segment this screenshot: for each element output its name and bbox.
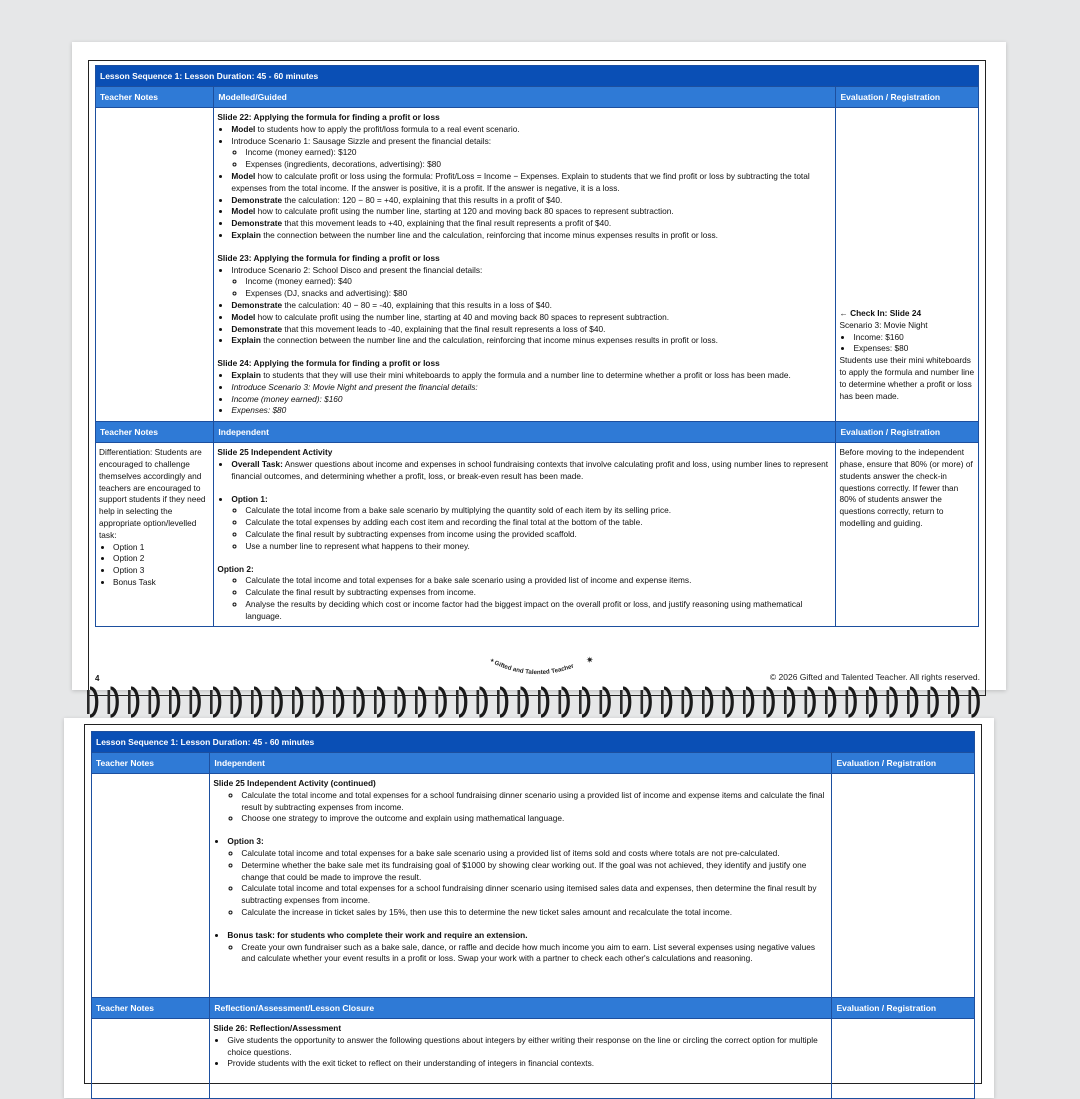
binding-hole	[887, 690, 890, 714]
list-item: ◦ Expenses (DJ, snacks and advertising): $80	[245, 288, 832, 300]
col-header-teacher-notes: Teacher Notes	[96, 87, 214, 108]
option-1-title: • Option 1:	[231, 494, 832, 506]
independent-cell	[214, 443, 836, 627]
spiral-ring	[685, 688, 692, 716]
list-item: • Model to students how to apply the profit/loss formula to a real event scenario.	[231, 124, 832, 136]
modelled-guided-cell	[214, 108, 836, 422]
binding-hole	[641, 690, 644, 714]
binding-hole	[374, 690, 377, 714]
spiral-ring	[500, 688, 507, 716]
binding-hole	[723, 690, 726, 714]
spiral-ring	[398, 688, 405, 716]
spiral-ring	[951, 688, 958, 716]
teacher-notes-cell	[96, 108, 214, 422]
spiral-ring	[644, 688, 651, 716]
list-item: ◦ Income (money earned): $120	[245, 147, 832, 159]
binding-hole	[149, 690, 152, 714]
spiral-ring	[193, 688, 200, 716]
slide-26-title: Slide 26: Reflection/Assessment	[213, 1023, 342, 1033]
evaluation-cell	[836, 108, 979, 422]
spiral-ring	[603, 688, 610, 716]
binding-hole	[579, 690, 582, 714]
list-item: • Explain the connection between the number line and the calculation, reinforcing that income minus expenses results in profit or loss.	[231, 335, 832, 347]
list-item: • Demonstrate that this movement leads to -40, explaining that the final result represents a loss of $40.	[231, 324, 832, 336]
binding-hole	[743, 690, 746, 714]
binding-hole	[190, 690, 193, 714]
bonus-task-title: • Bonus task: for students who complete their work and require an extension.	[227, 930, 828, 942]
list-item: • Model how to calculate profit or loss using the formula: Profit/Loss = Income − Expenses. Explain to students that we find profit or loss by subtracting the total expenses from the total income. If the answer is positive, it is a profit. If the answer is negative, it is a loss.	[231, 171, 832, 195]
spiral-ring	[849, 688, 856, 716]
col-header-evaluation: Evaluation / Registration	[832, 753, 975, 774]
col-header-evaluation: Evaluation / Registration	[836, 87, 979, 108]
list-item: ◦ Use a number line to represent what happens to their money.	[245, 541, 832, 553]
slide-22-title: Slide 22: Applying the formula for finding a profit or loss	[217, 112, 440, 122]
binding-hole	[559, 690, 562, 714]
differentiation-text: Differentiation: Students are encouraged to challenge themselves accordingly and teachers are encouraged to support students if they need help in selecting the appropriate option/levelled task:	[99, 447, 206, 540]
binding-hole	[620, 690, 623, 714]
slide-24-title: Slide 24: Applying the formula for finding a profit or loss	[217, 358, 440, 369]
list-item: • Explain to students that they will use their mini whiteboards to apply the formula and a number line to determine whether a profit or loss has been made.	[231, 370, 832, 382]
spiral-ring	[767, 688, 774, 716]
list-item: • Overall Task: Answer questions about income and expenses in school fundraising contexts that involve calculating profit and loss, using number lines to represent financial outcomes, and determining whether a profit, loss, or break-even result has been made.	[231, 459, 832, 483]
list-item: • Demonstrate that this movement leads to +40, explaining that the final result represents a profit of $40.	[231, 218, 832, 230]
list-item: ◦ Calculate the final result by subtracting expenses from income using the provided scaffold.	[245, 529, 832, 541]
spiral-ring	[787, 688, 794, 716]
spiral-ring	[357, 688, 364, 716]
binding-hole	[87, 690, 90, 714]
binding-hole	[210, 690, 213, 714]
spiral-ring	[152, 688, 159, 716]
svg-text:✷: ✷	[586, 656, 594, 666]
spiral-ring	[664, 688, 671, 716]
spiral-ring	[623, 688, 630, 716]
list-item: ◦ Calculate the total expenses by adding each cost item and recording the final total at the bottom of the table.	[245, 517, 832, 529]
list-item: ◦ Calculate the total income and total expenses for a school fundraising dinner scenario using a provided list of income and expense items and calculate the final result by subtracting expenses from income.	[241, 790, 828, 814]
svg-text:Gifted and Talented Teacher: Gifted and Talented Teacher	[493, 659, 575, 677]
col-header-evaluation: Evaluation / Registration	[832, 998, 975, 1019]
check-in-scenario: Scenario 3: Movie Night	[839, 319, 928, 330]
spiral-ring	[931, 688, 938, 716]
binding-hole	[292, 690, 295, 714]
slide-23-title: Slide 23: Applying the formula for finding a profit or loss	[217, 252, 440, 263]
list-item: • Demonstrate the calculation: 40 − 80 = -40, explaining that this results in a loss of $40.	[231, 300, 832, 312]
binding-hole	[928, 690, 931, 714]
spiral-ring	[90, 688, 97, 716]
lesson-sequence-header: Lesson Sequence 1: Lesson Duration: 45 - 60 minutes	[96, 66, 979, 87]
binding-hole	[661, 690, 664, 714]
binding-hole	[313, 690, 316, 714]
spiral-ring	[234, 688, 241, 716]
list-item: • Give students the opportunity to answer the following questions about integers by either writing their response on the line or circling the correct option for multiple choice questions.	[227, 1035, 828, 1059]
spiral-ring	[213, 688, 220, 716]
binding-hole	[702, 690, 705, 714]
spiral-ring	[480, 688, 487, 716]
binding-hole	[272, 690, 275, 714]
list-item: • Option 2	[113, 553, 210, 565]
spiral-ring	[808, 688, 815, 716]
binding-hole	[969, 690, 972, 714]
spiral-ring	[131, 688, 138, 716]
spiral-ring	[459, 688, 466, 716]
teacher-notes-cell	[92, 1019, 210, 1099]
list-item: ◦ Calculate the increase in ticket sales by 15%, then use this to determine the new ticket sales amount and recalculate the total income.	[241, 907, 828, 919]
list-item: • Provide students with the exit ticket to reflect on their understanding of integers in financial contexts.	[227, 1058, 828, 1070]
worksheet-page-bottom	[64, 718, 994, 1098]
spiral-ring	[746, 688, 753, 716]
list-item: • Model how to calculate profit using the number line, starting at 120 and moving back 80 spaces to represent subtraction.	[231, 206, 832, 218]
spiral-ring	[111, 688, 118, 716]
col-header-teacher-notes: Teacher Notes	[92, 998, 210, 1019]
binding-hole	[682, 690, 685, 714]
binding-hole	[231, 690, 234, 714]
spiral-ring	[418, 688, 425, 716]
list-item: ◦ Analyse the results by deciding which cost or income factor had the biggest impact on the overall profit or loss, and justify reasoning using mathematical language.	[245, 599, 832, 623]
list-item: ◦ Calculate the final result by subtracting expenses from income.	[245, 587, 832, 599]
binding-hole	[538, 690, 541, 714]
spiral-ring	[726, 688, 733, 716]
check-in-title: ← Check In: Slide 24	[839, 308, 922, 318]
binding-hole	[600, 690, 603, 714]
binding-hole	[128, 690, 131, 714]
list-item: ◦ Create your own fundraiser such as a bake sale, dance, or raffle and decide how much income you aim to earn. List several expenses using negative values and calculate whether your event results in a profit or loss. Swap your work with a partner to check each other's calculations and reasoning.	[241, 942, 828, 966]
list-item: • Expenses: $80	[853, 343, 975, 355]
col-header-phase: Independent	[210, 753, 832, 774]
binding-hole	[251, 690, 254, 714]
teacher-notes-cell	[92, 774, 210, 998]
spiral-ring	[828, 688, 835, 716]
independent-cell	[210, 774, 832, 998]
binding-hole	[764, 690, 767, 714]
worksheet-page-top	[72, 42, 1006, 690]
col-header-teacher-notes: Teacher Notes	[92, 753, 210, 774]
evaluation-cell	[832, 774, 975, 998]
lesson-table-bottom	[91, 731, 975, 1099]
list-item: ◦ Choose one strategy to improve the outcome and explain using mathematical language.	[241, 813, 828, 825]
spiral-ring	[541, 688, 548, 716]
list-item: • Model how to calculate profit using the number line, starting at 40 and moving back 80 spaces to represent subtraction.	[231, 312, 832, 324]
spiral-ring	[316, 688, 323, 716]
lesson-table-top	[95, 65, 979, 627]
list-item: • Option 1	[113, 542, 210, 554]
svg-text:★: ★	[490, 658, 495, 664]
binding-hole	[477, 690, 480, 714]
spiral-ring	[869, 688, 876, 716]
list-item: ◦ Calculate the total income and total expenses for a bake sale scenario using a provided list of income and expense items.	[245, 575, 832, 587]
spiral-ring	[275, 688, 282, 716]
binding-hole	[825, 690, 828, 714]
list-item: • Introduce Scenario 2: School Disco and present the financial details: ◦ Income (money earned): $40 ◦ Expenses (DJ, snacks and advertising): $80	[231, 265, 832, 300]
list-item: ◦ Calculate the total income from a bake sale scenario by multiplying the quantity sold of each item by its selling price.	[245, 505, 832, 517]
spiral-ring	[705, 688, 712, 716]
list-item: ◦ Determine whether the bake sale met its fundraising goal of $1000 by showing clear working out. If the goal was not achieved, they identify and justify one change that could be made to improve the result.	[241, 860, 828, 884]
binding-hole	[846, 690, 849, 714]
spiral-ring	[377, 688, 384, 716]
option-3-title: • Option 3:	[227, 836, 828, 848]
differentiation-cell	[96, 443, 214, 627]
list-item: • Income (money earned): $160	[231, 394, 832, 406]
spiral-ring	[972, 688, 979, 716]
list-item: • Income: $160	[853, 332, 975, 344]
spiral-ring	[582, 688, 589, 716]
spiral-ring	[562, 688, 569, 716]
binding-hole	[784, 690, 787, 714]
list-item: • Option 3	[113, 565, 210, 577]
col-header-teacher-notes: Teacher Notes	[96, 422, 214, 443]
spiral-ring	[439, 688, 446, 716]
binding-hole	[456, 690, 459, 714]
reflection-cell	[210, 1019, 832, 1099]
spiral-ring	[521, 688, 528, 716]
col-header-evaluation: Evaluation / Registration	[836, 422, 979, 443]
binding-hole	[169, 690, 172, 714]
lesson-sequence-header: Lesson Sequence 1: Lesson Duration: 45 - 60 minutes	[92, 732, 975, 753]
binding-hole	[497, 690, 500, 714]
binding-hole	[333, 690, 336, 714]
spiral-binding	[84, 682, 986, 722]
check-in-text: Students use their mini whiteboards to apply the formula and number line to determine whether a profit or loss has been made.	[839, 355, 975, 401]
spiral-ring	[890, 688, 897, 716]
binding-hole	[518, 690, 521, 714]
copyright-text: © 2026 Gifted and Talented Teacher. All rights reserved.	[769, 672, 980, 682]
list-item: • Expenses: $80	[231, 405, 832, 417]
list-item: ◦ Expenses (ingredients, decorations, advertising): $80	[245, 159, 832, 171]
list-item: ◦ Income (money earned): $40	[245, 276, 832, 288]
list-item: • Introduce Scenario 3: Movie Night and present the financial details:	[231, 382, 832, 394]
binding-hole	[354, 690, 357, 714]
evaluation-cell	[832, 1019, 975, 1099]
page-number: 4	[95, 674, 100, 683]
binding-hole	[907, 690, 910, 714]
list-item: • Bonus Task	[113, 577, 210, 589]
binding-hole	[948, 690, 951, 714]
slide-25-continued-title: Slide 25 Independent Activity (continued)	[213, 778, 376, 788]
binding-hole	[805, 690, 808, 714]
list-item: • Explain the connection between the number line and the calculation, reinforcing that income minus expenses results in profit or loss.	[231, 230, 832, 242]
evaluation-cell: Before moving to the independent phase, ensure that 80% (or more) of students answer the check-in questions correctly. If fewer than 80% of students answer the questions correctly, return to modelling and guiding.	[836, 443, 979, 627]
binding-hole	[436, 690, 439, 714]
list-item: ◦ Calculate total income and total expenses for a bake sale scenario using a provided list of items sold and costs where totals are not pre-calculated.	[241, 848, 828, 860]
slide-25-title: Slide 25 Independent Activity	[217, 447, 333, 458]
col-header-phase: Independent	[214, 422, 836, 443]
col-header-phase: Modelled/Guided	[214, 87, 836, 108]
spiral-ring	[254, 688, 261, 716]
list-item: ◦ Calculate total income and total expenses for a school fundraising dinner scenario using itemised sales data and expenses, then determine the final result by subtracting expenses from income.	[241, 883, 828, 907]
option-2-title: Option 2:	[217, 563, 254, 574]
spiral-ring	[910, 688, 917, 716]
list-item: • Demonstrate the calculation: 120 − 80 = +40, explaining that this results in a profit of $40.	[231, 195, 832, 207]
gifted-talented-teacher-logo	[482, 654, 602, 684]
col-header-phase: Reflection/Assessment/Lesson Closure	[210, 998, 832, 1019]
spiral-ring	[172, 688, 179, 716]
binding-hole	[866, 690, 869, 714]
list-item: • Introduce Scenario 1: Sausage Sizzle and present the financial details: ◦ Income (money earned): $120 ◦ Expenses (ingredients, decorations, advertising): $80	[231, 136, 832, 171]
spiral-ring	[336, 688, 343, 716]
binding-hole	[415, 690, 418, 714]
binding-hole	[395, 690, 398, 714]
spiral-ring	[295, 688, 302, 716]
binding-hole	[108, 690, 111, 714]
